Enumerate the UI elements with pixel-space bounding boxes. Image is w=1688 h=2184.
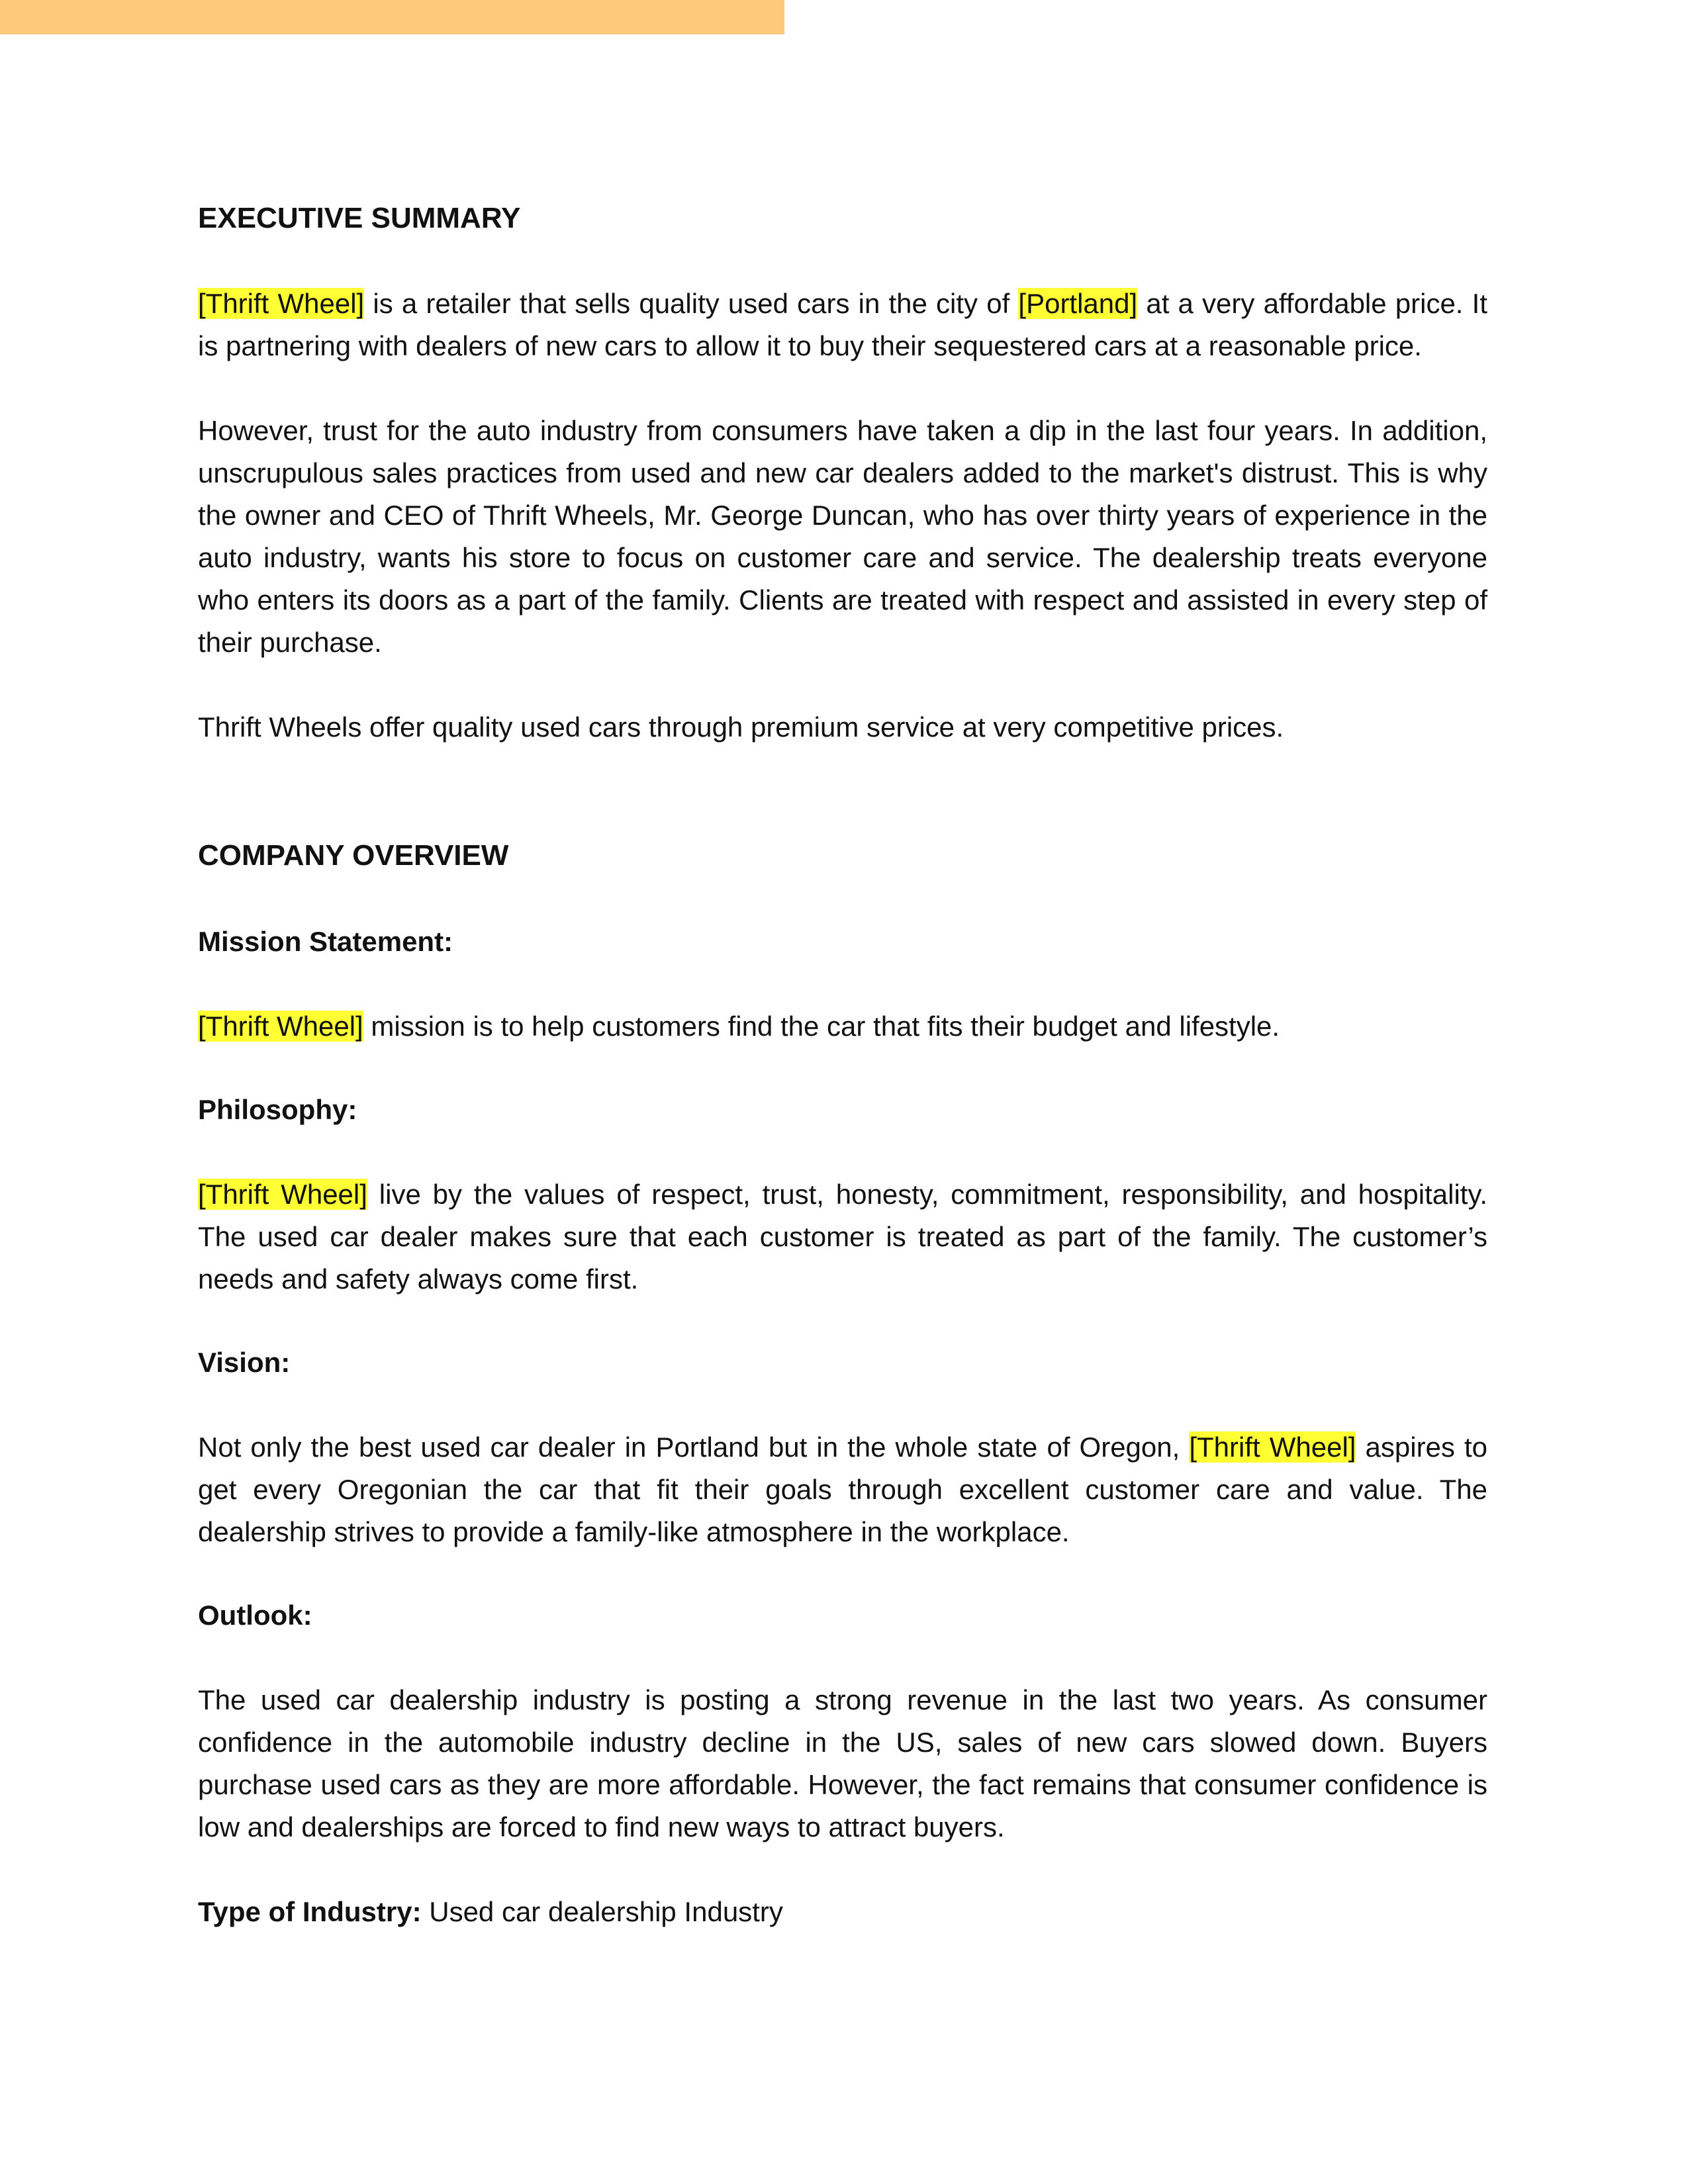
executive-summary-heading: EXECUTIVE SUMMARY	[198, 202, 521, 234]
philosophy-text: [Thrift Wheel] live by the values of respect, trust, honesty, commitment, responsibility, and hospitality. The used car dealer makes sure that each customer is treated as part of the family. The customer’s needs and safety always come first.	[198, 1179, 1487, 1295]
outlook-text: The used car dealership industry is posting a strong revenue in the last two years. As consumer confidence in the automobile industry decline in the US, sales of new cars slowed down. Buyers purchase used cars as they are more affordable. However, the fact remains that consumer confidence is low and dealerships are forced to find new ways to attract buyers.	[198, 1684, 1487, 1843]
executive-summary-paragraph-2: However, trust for the auto industry from consumers have taken a dip in the last four years. In addition, unscrupulous sales practices from used and new car dealers added to the market's distrust. This is why the owner and CEO of Thrift Wheels, Mr. George Duncan, who has over thirty years of experience in the auto industry, wants his store to focus on customer care and service. The dealership treats everyone who enters its doors as a part of the family. Clients are treated with respect and assisted in every step of their purchase.	[198, 415, 1487, 658]
vision-label: Vision:	[198, 1347, 291, 1378]
executive-summary-paragraph-3: Thrift Wheels offer quality used cars through premium service at very competitive prices.	[198, 711, 1284, 743]
city-name-placeholder: [Portland]	[1018, 288, 1138, 319]
header-accent-bar	[0, 0, 784, 34]
document-page	[198, 199, 1487, 1933]
type-of-industry-label: Type of Industry:	[198, 1896, 422, 1927]
vision-text: Not only the best used car dealer in Portland but in the whole state of Oregon, [Thrift Wheel] aspires to get every Oregonian the car that fit their goals through excellent customer care and value. The dealership strives to provide a family-like atmosphere in the workplace.	[198, 1432, 1487, 1547]
mission-statement-text: [Thrift Wheel] mission is to help customers find the car that fits their budget and lifestyle.	[198, 1011, 1280, 1042]
company-name-placeholder: [Thrift Wheel]	[1189, 1432, 1356, 1463]
outlook-label: Outlook:	[198, 1600, 312, 1631]
company-name-placeholder: [Thrift Wheel]	[198, 1179, 367, 1210]
type-of-industry-line	[198, 1891, 1487, 1933]
company-name-placeholder: [Thrift Wheel]	[198, 1011, 363, 1042]
company-name-placeholder: [Thrift Wheel]	[198, 288, 365, 319]
company-overview-heading: COMPANY OVERVIEW	[198, 839, 509, 872]
mission-statement-label: Mission Statement:	[198, 926, 453, 957]
philosophy-label: Philosophy:	[198, 1094, 357, 1125]
executive-summary-paragraph-1: [Thrift Wheel] is a retailer that sells quality used cars in the city of [Portland] at a very affordable price. It is partnering with dealers of new cars to allow it to buy their sequestered cars at a reasonable price.	[198, 288, 1487, 361]
type-of-industry-value: Used car dealership Industry	[421, 1896, 783, 1927]
